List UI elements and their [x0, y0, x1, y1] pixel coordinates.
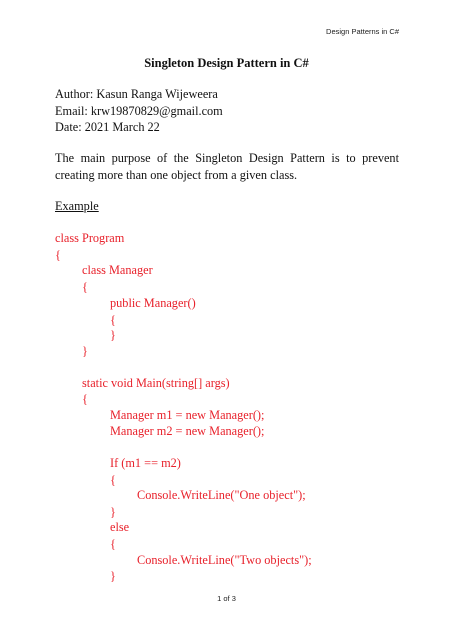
code-line: class Manager	[82, 263, 153, 277]
code-line: Manager m2 = new Manager();	[110, 424, 265, 438]
code-line: Console.WriteLine("One object");	[137, 488, 306, 502]
intro-paragraph	[55, 150, 399, 184]
example-heading: Example	[55, 199, 99, 213]
code-line: else	[110, 520, 130, 534]
code-line: static void Main(string[] args)	[82, 376, 230, 390]
code-line: {	[82, 280, 88, 294]
intro-line-1: The main purpose of the Singleton Design Pattern is to prevent	[55, 151, 399, 165]
author-line: Author: Kasun Ranga Wijeweera	[55, 87, 218, 101]
code-line: public Manager()	[110, 296, 196, 310]
code-line: Console.WriteLine("Two objects");	[137, 553, 312, 567]
date-line: Date: 2021 March 22	[55, 120, 160, 134]
code-line: {	[110, 473, 116, 487]
code-line: }	[82, 344, 88, 358]
document-title: Singleton Design Pattern in C#	[144, 56, 309, 70]
running-header: Design Patterns in C#	[326, 27, 399, 36]
code-line: {	[110, 537, 116, 551]
code-line: {	[82, 392, 88, 406]
email-line: Email: krw19870829@gmail.com	[55, 104, 223, 118]
code-line: }	[110, 328, 116, 342]
code-line: }	[110, 569, 116, 583]
intro-line-2: creating more than one object from a given class.	[55, 168, 298, 182]
code-line: If (m1 == m2)	[110, 456, 181, 470]
page-number: 1 of 3	[217, 594, 236, 603]
code-line: }	[110, 505, 116, 519]
code-line: {	[55, 248, 61, 262]
code-line: Manager m1 = new Manager();	[110, 408, 265, 422]
code-line: class Program	[55, 231, 125, 245]
code-line: {	[110, 313, 116, 327]
